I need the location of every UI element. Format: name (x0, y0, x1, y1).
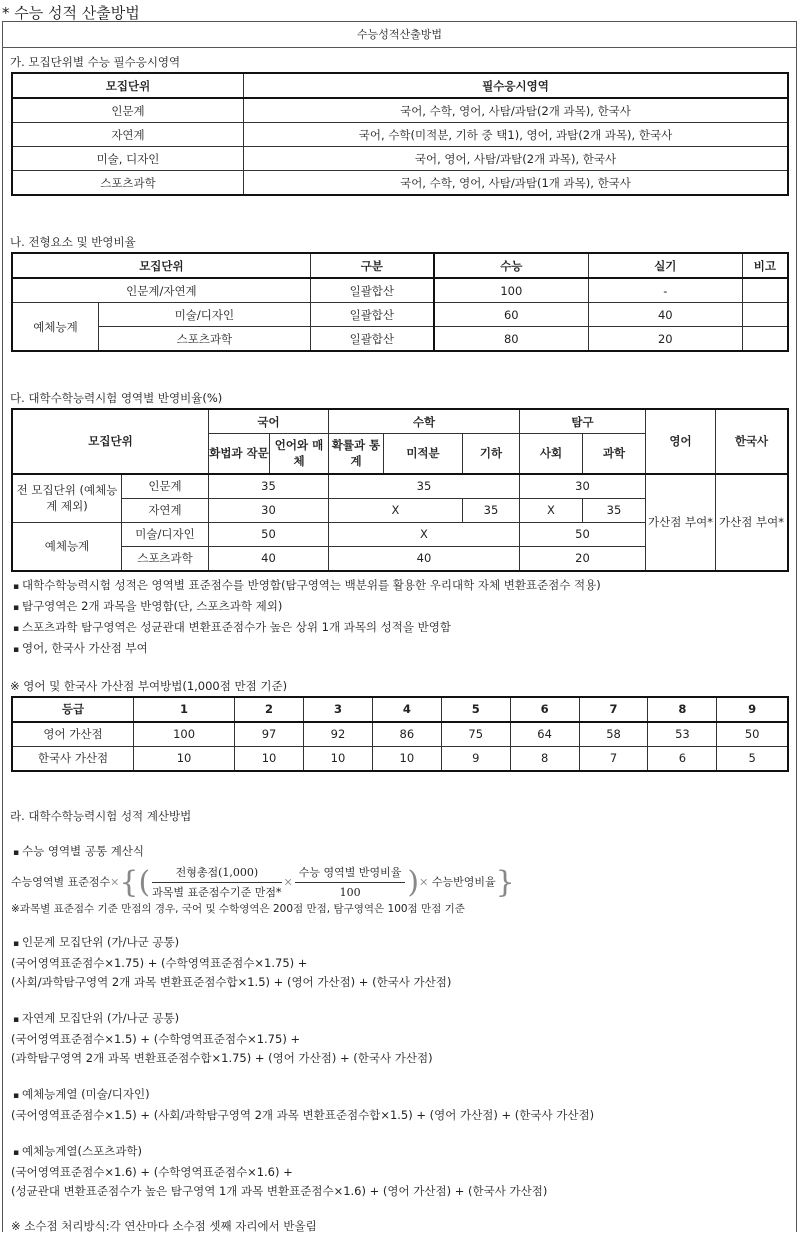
th: 수능 (434, 253, 589, 278)
cell: 스포츠과학 (12, 171, 244, 196)
grade-header: 9 (717, 697, 788, 722)
formula-rhs: 수능반영비율 (431, 875, 496, 888)
grade-header: 4 (372, 697, 441, 722)
formula-block (3, 933, 796, 992)
cell: 인문계 (12, 98, 244, 123)
cell: 10 (134, 746, 235, 771)
cell: X (520, 498, 583, 522)
th: 구분 (310, 253, 434, 278)
grade-header: 1 (134, 697, 235, 722)
cell: 10 (304, 746, 373, 771)
cell: 86 (372, 722, 441, 747)
note-item: ▪ 대학수학능력시험 성적은 영역별 표준점수를 반영함(탐구영역는 백분위를 활용한 우리대학 자체 변환표준점수 적용) (13, 576, 796, 597)
cell: - (588, 278, 742, 303)
cell: 영어 가산점 (12, 722, 134, 747)
cell: 인문계/자연계 (12, 278, 310, 303)
cell: 스포츠과학 (99, 327, 311, 352)
grade-header: 3 (304, 697, 373, 722)
required-areas-table (11, 72, 789, 196)
th: 필수응시영역 (244, 73, 789, 98)
th: 모집단위 (12, 253, 310, 278)
notes-list (13, 576, 796, 660)
table-row (12, 278, 788, 303)
cell (742, 303, 788, 327)
formula-heading: ▪ 수능 영역별 공통 계산식 (13, 842, 796, 863)
formula-block-heading (13, 1142, 796, 1163)
cell: 7 (579, 746, 648, 771)
th: 국어 (209, 409, 329, 434)
cell: 예체능계 (12, 303, 99, 352)
th: 비고 (742, 253, 788, 278)
cell: 75 (441, 722, 510, 747)
cell: 일괄합산 (310, 278, 434, 303)
cell: 53 (648, 722, 717, 747)
cell: 50 (520, 522, 646, 546)
grade-header: 7 (579, 697, 648, 722)
cell: 6 (648, 746, 717, 771)
cell: 국어, 수학(미적분, 기하 중 택1), 영어, 과탐(2개 과목), 한국사 (244, 123, 789, 147)
cell: 일괄합산 (310, 327, 434, 352)
formula-line: (사회/과학탐구영역 2개 과목 변환표준점수합×1.5) + (영어 가산점) + (한국사 가산점) (11, 974, 452, 989)
section-d-title: 라. 대학수학능력시험 성적 계산방법 (10, 808, 192, 823)
numerator: 수능 영역별 반영비율 (295, 863, 406, 883)
cell: 10 (235, 746, 304, 771)
cell: 전 모집단위 (예체능계 제외) (12, 474, 122, 523)
cell: 인문계 (122, 474, 209, 499)
section-b-title: 나. 전형요소 및 반영비율 (10, 235, 136, 249)
grade-title: ※ 영어 및 한국사 가산점 부여방법(1,000점 만점 기준) (10, 678, 288, 693)
cell: 30 (209, 498, 329, 522)
cell (742, 327, 788, 352)
heading-text: ▪ 예체능계열(스포츠과학) (13, 1142, 796, 1163)
heading-text: ▪ 인문계 모집단위 (가/나군 공통) (13, 933, 796, 954)
cell: 20 (588, 327, 742, 352)
cell: 50 (209, 522, 329, 546)
table-row (12, 327, 788, 352)
th: 수학 (329, 409, 520, 434)
formula-note: ※과목별 표준점수 기준 만점의 경우, 국어 및 수학영역은 200점 만점, 탐구영역은 100점 만점 기준 (11, 902, 465, 915)
th: 확률과 통계 (329, 434, 384, 474)
th: 한국사 (716, 409, 789, 474)
note-item: ▪ 영어, 한국사 가산점 부여 (13, 639, 796, 660)
english-bonus: 가산점 부여* (646, 474, 716, 571)
cell: 35 (583, 498, 646, 522)
cell: 9 (441, 746, 510, 771)
th: 등급 (12, 697, 134, 722)
cell: 58 (579, 722, 648, 747)
th: 미적분 (384, 434, 463, 474)
th: 모집단위 (12, 409, 209, 474)
box-header: 수능성적산출방법 (3, 22, 796, 48)
ratio-table (11, 252, 789, 352)
formula-line: (국어영역표준점수×1.5) + (수학영역표준점수×1.75) + (11, 1031, 301, 1046)
section-c-title: 다. 대학수학능력시험 영역별 반영비율(%) (10, 391, 223, 405)
formula-lhs: 수능영역별 표준점수 (11, 875, 111, 888)
cell: 64 (510, 722, 579, 747)
cell: 자연계 (12, 123, 244, 147)
cell: 5 (717, 746, 788, 771)
cell: 60 (434, 303, 589, 327)
formula-block (3, 1009, 796, 1068)
table-row (12, 98, 788, 123)
table-row (12, 123, 788, 147)
numerator: 전형총점(1,000) (152, 863, 281, 883)
cell: 예체능계 (12, 522, 122, 571)
formula-line: (과학탐구영역 2개 과목 변환표준점수합×1.75) + (영어 가산점) + (한국사 가산점) (11, 1050, 433, 1065)
note-item: ▪ 탐구영역은 2개 과목을 반영함(단, 스포츠과학 제외) (13, 597, 796, 618)
th: 과학 (583, 434, 646, 474)
cell: 35 (209, 474, 329, 499)
formula: 수능영역별 표준점수×{( $\frac{\text{전형총점(1,000)}}{\text{과목별 표준점수기준 만점*}}$ × $\frac{\text{수능 영역별 반영비율}}{100}$ )× 수능반영비율} (11, 864, 515, 900)
cell: 100 (434, 278, 589, 303)
th: 기하 (463, 434, 520, 474)
grade-header: 2 (235, 697, 304, 722)
cell: 국어, 수학, 영어, 사탐/과탐(1개 과목), 한국사 (244, 171, 789, 196)
formula-line: (국어영역표준점수×1.5) + (사회/과학탐구영역 2개 과목 변환표준점수합×1.5) + (영어 가산점) + (한국사 가산점) (11, 1107, 595, 1122)
cell: 92 (304, 722, 373, 747)
th: 모집단위 (12, 73, 244, 98)
formula-block (3, 1085, 796, 1125)
denominator: 100 (339, 885, 361, 899)
common-formula-heading (13, 842, 796, 863)
cell: 100 (134, 722, 235, 747)
th: 실기 (588, 253, 742, 278)
content-box (2, 21, 797, 1232)
table-row (12, 171, 788, 196)
grade-header: 8 (648, 697, 717, 722)
cell: 20 (520, 546, 646, 571)
cell: 일괄합산 (310, 303, 434, 327)
grade-bonus-table (11, 696, 789, 772)
cell: 40 (209, 546, 329, 571)
cell: 미술/디자인 (99, 303, 311, 327)
cell: X (329, 498, 463, 522)
cell (742, 278, 788, 303)
page-title: * 수능 성적 산출방법 (2, 4, 140, 22)
heading-text: ▪ 예체능계열 (미술/디자인) (13, 1085, 796, 1106)
cell: 미술, 디자인 (12, 147, 244, 171)
cell: 자연계 (122, 498, 209, 522)
formula-block-heading (13, 933, 796, 954)
section-a-title: 가. 모집단위별 수능 필수응시영역 (10, 55, 181, 69)
rounding-note: ※ 소수점 처리방식:각 연산마다 소수점 셋째 자리에서 반올림 (11, 1218, 317, 1233)
cell: 10 (372, 746, 441, 771)
cell: 스포츠과학 (122, 546, 209, 571)
area-ratio-table (11, 408, 789, 572)
cell: 97 (235, 722, 304, 747)
th: 영어 (646, 409, 716, 474)
formula-block (3, 1142, 796, 1201)
formula-line: (국어영역표준점수×1.6) + (수학영역표준점수×1.6) + (11, 1164, 293, 1179)
th: 탐구 (520, 409, 646, 434)
grade-header: 6 (510, 697, 579, 722)
cell: 35 (463, 498, 520, 522)
th: 언어와 매체 (270, 434, 329, 474)
cell: 국어, 수학, 영어, 사탐/과탐(2개 과목), 한국사 (244, 98, 789, 123)
cell: 30 (520, 474, 646, 499)
table-row (12, 147, 788, 171)
formula-line: (성균관대 변환표준점수가 높은 탐구영역 1개 과목 변환표준점수×1.6) + (영어 가산점) + (한국사 가산점) (11, 1183, 548, 1198)
table-row (12, 303, 788, 327)
history-bonus: 가산점 부여* (716, 474, 789, 571)
formula-block-heading (13, 1085, 796, 1106)
cell: 40 (588, 303, 742, 327)
cell: 50 (717, 722, 788, 747)
denominator: 과목별 표준점수기준 만점* (152, 885, 282, 899)
cell: 국어, 영어, 사탐/과탐(2개 과목), 한국사 (244, 147, 789, 171)
cell: 8 (510, 746, 579, 771)
formula-line: (국어영역표준점수×1.75) + (수학영역표준점수×1.75) + (11, 955, 308, 970)
cell: 80 (434, 327, 589, 352)
heading-text: ▪ 자연계 모집단위 (가/나군 공통) (13, 1009, 796, 1030)
th: 화법과 작문 (209, 434, 270, 474)
cell: X (329, 522, 520, 546)
formula-block-heading (13, 1009, 796, 1030)
th: 사회 (520, 434, 583, 474)
note-item: ▪ 스포츠과학 탐구영역은 성균관대 변환표준점수가 높은 상위 1개 과목의 성적을 반영함 (13, 618, 796, 639)
cell: 한국사 가산점 (12, 746, 134, 771)
cell: 40 (329, 546, 520, 571)
grade-header: 5 (441, 697, 510, 722)
cell: 35 (329, 474, 520, 499)
cell: 미술/디자인 (122, 522, 209, 546)
